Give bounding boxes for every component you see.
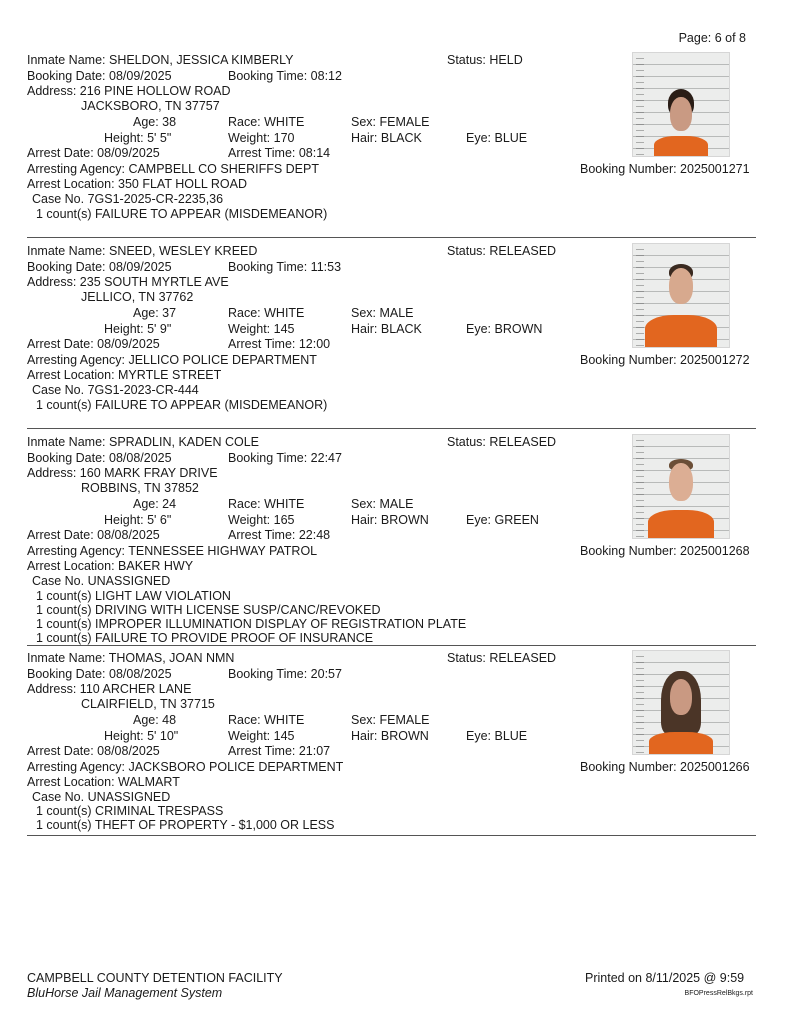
charge-line: 1 count(s) FAILURE TO APPEAR (MISDEMEANOR) xyxy=(36,207,328,221)
arrest-location: Arrest Location: 350 FLAT HOLL ROAD xyxy=(27,177,248,191)
mugshot-photo xyxy=(632,243,730,348)
jumpsuit-shape xyxy=(654,136,708,157)
arrest-date: Arrest Date: 08/09/2025 xyxy=(27,146,160,160)
inmate-race: Race: WHITE xyxy=(228,306,305,320)
system-name: BluHorse Jail Management System xyxy=(27,986,223,1000)
facility-name: CAMPBELL COUNTY DETENTION FACILITY xyxy=(27,971,283,985)
inmate-status: Status: RELEASED xyxy=(447,651,557,665)
inmate-height: Height: 5' 9" xyxy=(104,322,172,336)
booking-date: Booking Date: 08/08/2025 xyxy=(27,451,172,465)
height-scale xyxy=(636,651,644,754)
address-line-1: Address: 160 MARK FRAY DRIVE xyxy=(27,466,218,480)
inmate-status: Status: RELEASED xyxy=(447,244,557,258)
record-divider xyxy=(27,835,756,836)
jumpsuit-shape xyxy=(648,510,714,539)
inmate-age: Age: 37 xyxy=(133,306,177,320)
inmate-weight: Weight: 145 xyxy=(228,729,295,743)
arrest-location: Arrest Location: BAKER HWY xyxy=(27,559,194,573)
arrest-time: Arrest Time: 08:14 xyxy=(228,146,331,160)
arresting-agency: Arresting Agency: TENNESSEE HIGHWAY PATROL xyxy=(27,544,318,558)
inmate-hair: Hair: BLACK xyxy=(351,322,422,336)
inmate-status: Status: RELEASED xyxy=(447,435,557,449)
page-number: Page: 6 of 8 xyxy=(678,31,746,45)
inmate-eye: Eye: BROWN xyxy=(466,322,543,336)
arrest-location: Arrest Location: MYRTLE STREET xyxy=(27,368,222,382)
arrest-date: Arrest Date: 08/09/2025 xyxy=(27,337,160,351)
booking-number: Booking Number: 2025001271 xyxy=(580,162,750,176)
inmate-hair: Hair: BROWN xyxy=(351,513,429,527)
jumpsuit-shape xyxy=(645,315,717,348)
charge-line: 1 count(s) FAILURE TO PROVIDE PROOF OF INSURANCE xyxy=(36,631,374,645)
charge-line: 1 count(s) THEFT OF PROPERTY - $1,000 OR LESS xyxy=(36,818,335,832)
inmate-status: Status: HELD xyxy=(447,53,523,67)
face-shape xyxy=(670,97,692,131)
inmate-name: Inmate Name: SNEED, WESLEY KREED xyxy=(27,244,258,258)
address-line-1: Address: 235 SOUTH MYRTLE AVE xyxy=(27,275,229,289)
inmate-race: Race: WHITE xyxy=(228,497,305,511)
inmate-height: Height: 5' 5" xyxy=(104,131,172,145)
address-line-1: Address: 216 PINE HOLLOW ROAD xyxy=(27,84,231,98)
inmate-eye: Eye: BLUE xyxy=(466,729,528,743)
inmate-race: Race: WHITE xyxy=(228,115,305,129)
inmate-sex: Sex: FEMALE xyxy=(351,115,430,129)
face-shape xyxy=(669,463,693,501)
inmate-sex: Sex: MALE xyxy=(351,497,414,511)
arresting-agency: Arresting Agency: JELLICO POLICE DEPARTMENT xyxy=(27,353,317,367)
mugshot-photo xyxy=(632,650,730,755)
booking-date: Booking Date: 08/09/2025 xyxy=(27,69,172,83)
inmate-eye: Eye: BLUE xyxy=(466,131,528,145)
record-divider xyxy=(27,645,756,646)
inmate-height: Height: 5' 6" xyxy=(104,513,172,527)
inmate-name: Inmate Name: SHELDON, JESSICA KIMBERLY xyxy=(27,53,294,67)
booking-time: Booking Time: 08:12 xyxy=(228,69,342,83)
inmate-age: Age: 48 xyxy=(133,713,177,727)
case-number: Case No. 7GS1-2023-CR-444 xyxy=(32,383,199,397)
inmate-eye: Eye: GREEN xyxy=(466,513,539,527)
charge-line: 1 count(s) FAILURE TO APPEAR (MISDEMEANOR) xyxy=(36,398,328,412)
jumpsuit-shape xyxy=(649,732,713,755)
booking-time: Booking Time: 11:53 xyxy=(228,260,342,274)
address-line-2: JACKSBORO, TN 37757 xyxy=(81,99,220,113)
address-line-1: Address: 110 ARCHER LANE xyxy=(27,682,192,696)
inmate-height: Height: 5' 10" xyxy=(104,729,179,743)
case-number: Case No. UNASSIGNED xyxy=(32,790,171,804)
arrest-date: Arrest Date: 08/08/2025 xyxy=(27,528,160,542)
record-divider xyxy=(27,237,756,238)
height-scale xyxy=(636,435,644,538)
arresting-agency: Arresting Agency: JACKSBORO POLICE DEPARTMENT xyxy=(27,760,344,774)
inmate-name: Inmate Name: SPRADLIN, KADEN COLE xyxy=(27,435,260,449)
height-scale xyxy=(636,53,644,156)
inmate-weight: Weight: 170 xyxy=(228,131,295,145)
mugshot-photo xyxy=(632,434,730,539)
address-line-2: JELLICO, TN 37762 xyxy=(81,290,194,304)
booking-date: Booking Date: 08/09/2025 xyxy=(27,260,172,274)
inmate-sex: Sex: FEMALE xyxy=(351,713,430,727)
report-filename: BFOPressRelBkgs.rpt xyxy=(684,990,753,997)
booking-number: Booking Number: 2025001272 xyxy=(580,353,750,367)
inmate-weight: Weight: 165 xyxy=(228,513,295,527)
address-line-2: ROBBINS, TN 37852 xyxy=(81,481,199,495)
height-scale xyxy=(636,244,644,347)
booking-number: Booking Number: 2025001266 xyxy=(580,760,750,774)
face-shape xyxy=(670,679,692,715)
booking-number: Booking Number: 2025001268 xyxy=(580,544,750,558)
arrest-time: Arrest Time: 12:00 xyxy=(228,337,331,351)
charge-line: 1 count(s) DRIVING WITH LICENSE SUSP/CANC/REVOKED xyxy=(36,603,381,617)
inmate-age: Age: 38 xyxy=(133,115,177,129)
charge-line: 1 count(s) CRIMINAL TRESPASS xyxy=(36,804,224,818)
address-line-2: CLAIRFIELD, TN 37715 xyxy=(81,697,215,711)
arrest-date: Arrest Date: 08/08/2025 xyxy=(27,744,160,758)
arrest-time: Arrest Time: 21:07 xyxy=(228,744,331,758)
charge-line: 1 count(s) IMPROPER ILLUMINATION DISPLAY OF REGISTRATION PLATE xyxy=(36,617,467,631)
printed-timestamp: Printed on 8/11/2025 @ 9:59 xyxy=(585,971,745,985)
inmate-age: Age: 24 xyxy=(133,497,177,511)
arresting-agency: Arresting Agency: CAMPBELL CO SHERIFFS DEPT xyxy=(27,162,319,176)
case-number: Case No. 7GS1-2025-CR-2235,36 xyxy=(32,192,224,206)
arrest-time: Arrest Time: 22:48 xyxy=(228,528,331,542)
booking-time: Booking Time: 22:47 xyxy=(228,451,342,465)
face-shape xyxy=(669,268,693,304)
inmate-hair: Hair: BLACK xyxy=(351,131,422,145)
case-number: Case No. UNASSIGNED xyxy=(32,574,171,588)
inmate-weight: Weight: 145 xyxy=(228,322,295,336)
inmate-race: Race: WHITE xyxy=(228,713,305,727)
charge-line: 1 count(s) LIGHT LAW VIOLATION xyxy=(36,589,231,603)
inmate-sex: Sex: MALE xyxy=(351,306,414,320)
booking-time: Booking Time: 20:57 xyxy=(228,667,342,681)
inmate-hair: Hair: BROWN xyxy=(351,729,429,743)
booking-date: Booking Date: 08/08/2025 xyxy=(27,667,172,681)
mugshot-photo xyxy=(632,52,730,157)
inmate-name: Inmate Name: THOMAS, JOAN NMN xyxy=(27,651,235,665)
record-divider xyxy=(27,428,756,429)
arrest-location: Arrest Location: WALMART xyxy=(27,775,180,789)
